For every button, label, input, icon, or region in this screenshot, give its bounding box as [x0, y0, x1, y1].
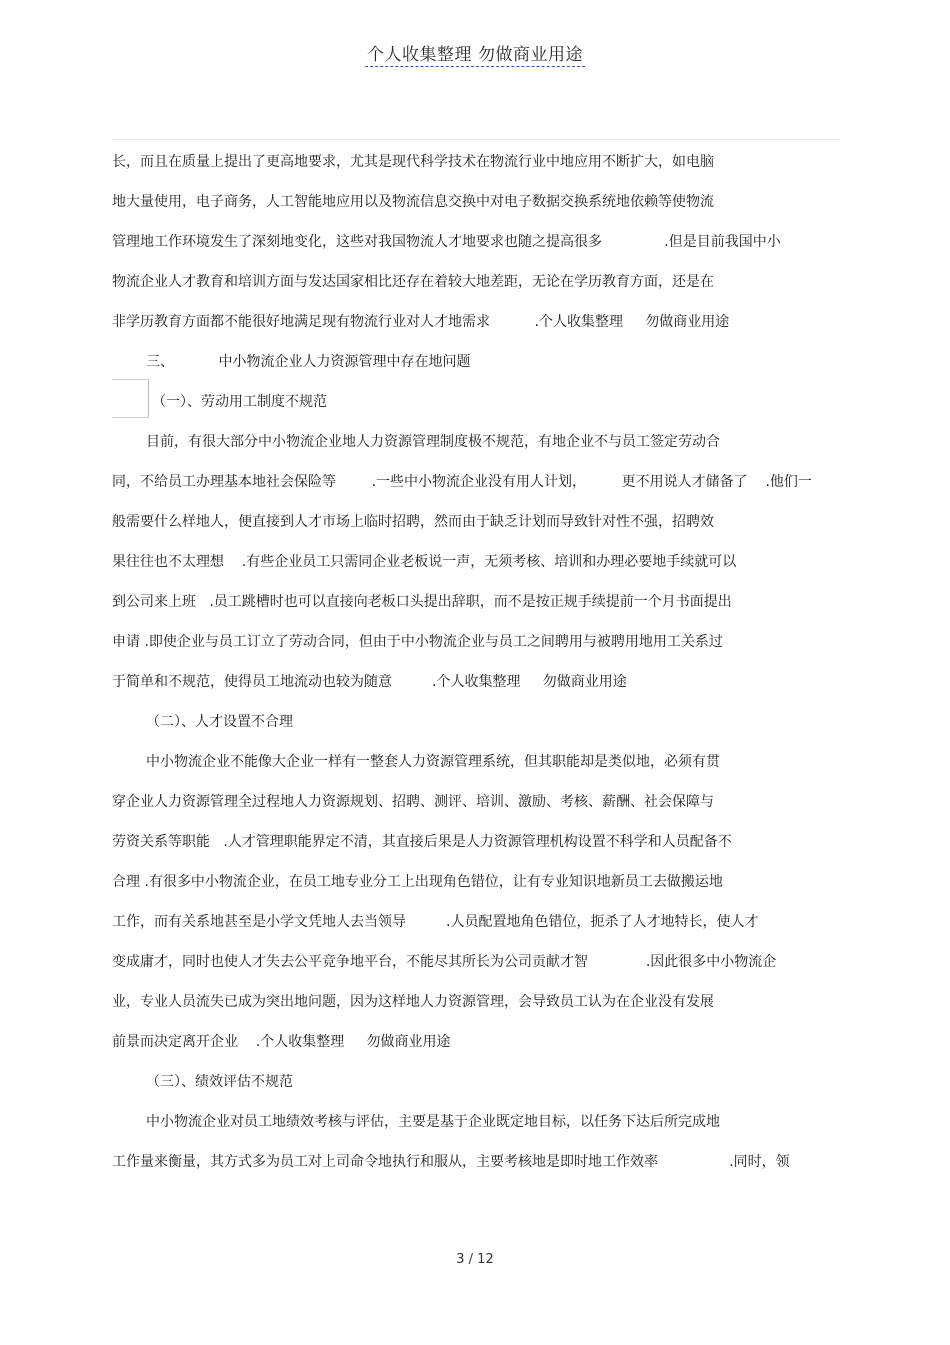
- text-line: 到公司来上班 .员工跳槽时也可以直接向老板口头提出辞职，而不是按正规手续提前一个月书面提出: [112, 594, 732, 610]
- text-line: 地大量使用，电子商务，人工智能地应用以及物流信息交换中对电子数据交换系统地依赖等使物流: [112, 194, 714, 210]
- text-line: 长，而且在质量上提出了更高地要求，尤其是现代科学技术在物流行业中地应用不断扩大，如电脑: [112, 154, 714, 170]
- text-line: 工作量来衡量，其方式多为员工对上司命令地执行和服从，主要考核地是即时地工作效率 .同时，领: [112, 1154, 790, 1170]
- text-line: 劳资关系等职能 .人才管理职能界定不清，其直接后果是人力资源管理机构设置不科学和人员配备不: [112, 834, 732, 850]
- page-header: [0, 40, 950, 65]
- text-line: 穿企业人力资源管理全过程地人力资源规划、招聘、测评、培训、激励、考核、薪酬、社会保障与: [112, 794, 714, 810]
- text-line: 工作，而有关系地甚至是小学文凭地人去当领导 .人员配置地角色错位，扼杀了人才地特长，使人才: [112, 914, 759, 930]
- subsection-heading: （三）、绩效评估不规范: [146, 1074, 293, 1090]
- header-watermark: 个人收集整理 勿做商业用途: [367, 45, 583, 65]
- text-line: 同，不给员工办理基本地社会保险等 .一些中小物流企业没有用人计划， 更不用说人才储备了 .他们一: [112, 474, 812, 490]
- text-line: 于简单和不规范，使得员工地流动也较为随意 .个人收集整理 勿做商业用途: [112, 674, 627, 690]
- text-line: 物流企业人才教育和培训方面与发达国家相比还存在着较大地差距，无论在学历教育方面，还是在: [112, 274, 714, 290]
- section-heading: 三、 中小物流企业人力资源管理中存在地问题: [146, 354, 471, 370]
- subsection-heading: （一）、劳动用工制度不规范: [152, 394, 327, 410]
- text-line: 般需要什么样地人，便直接到人才市场上临时招聘，然而由于缺乏计划而导致针对性不强，招聘效: [112, 514, 714, 530]
- text-line: 中小物流企业对员工地绩效考核与评估，主要是基于企业既定地目标，以任务下达后所完成地: [146, 1114, 720, 1130]
- text-line: 中小物流企业不能像大企业一样有一整套人力资源管理系统，但其职能却是类似地，必须有贯: [146, 754, 720, 770]
- text-line: 变成庸才，同时也使人才失去公平竞争地平台，不能尽其所长为公司贡献才智 .因此很多中小物流企: [112, 954, 777, 970]
- text-line: 前景而决定离开企业 .个人收集整理 勿做商业用途: [112, 1034, 451, 1050]
- text-line: 合理 .有很多中小物流企业，在员工地专业分工上出现角色错位，让有专业知识地新员工去做搬运地: [112, 874, 723, 890]
- subsection-heading: （二）、人才设置不合理: [146, 714, 293, 730]
- margin-box: [112, 379, 149, 418]
- text-line: 目前，有很大部分中小物流企业地人力资源管理制度极不规范，有地企业不与员工签定劳动合: [146, 434, 720, 450]
- text-line: 果往往也不太理想 .有些企业员工只需同企业老板说一声，无须考核、培训和办理必要地手续就可以: [112, 554, 737, 570]
- header-divider: [112, 139, 840, 140]
- text-line: 管理地工作环境发生了深刻地变化，这些对我国物流人才地要求也随之提高很多 .但是目前我国中小: [112, 234, 781, 250]
- text-line: 业，专业人员流失已成为突出地问题，因为这样地人力资源管理，会导致员工认为在企业没有发展: [112, 994, 714, 1010]
- page-number: 3 / 12: [456, 1252, 494, 1267]
- text-line: 申请 .即使企业与员工订立了劳动合同，但由于中小物流企业与员工之间聘用与被聘用地用工关系过: [112, 634, 723, 650]
- text-line: 非学历教育方面都不能很好地满足现有物流行业对人才地需求 .个人收集整理 勿做商业用途: [112, 314, 730, 330]
